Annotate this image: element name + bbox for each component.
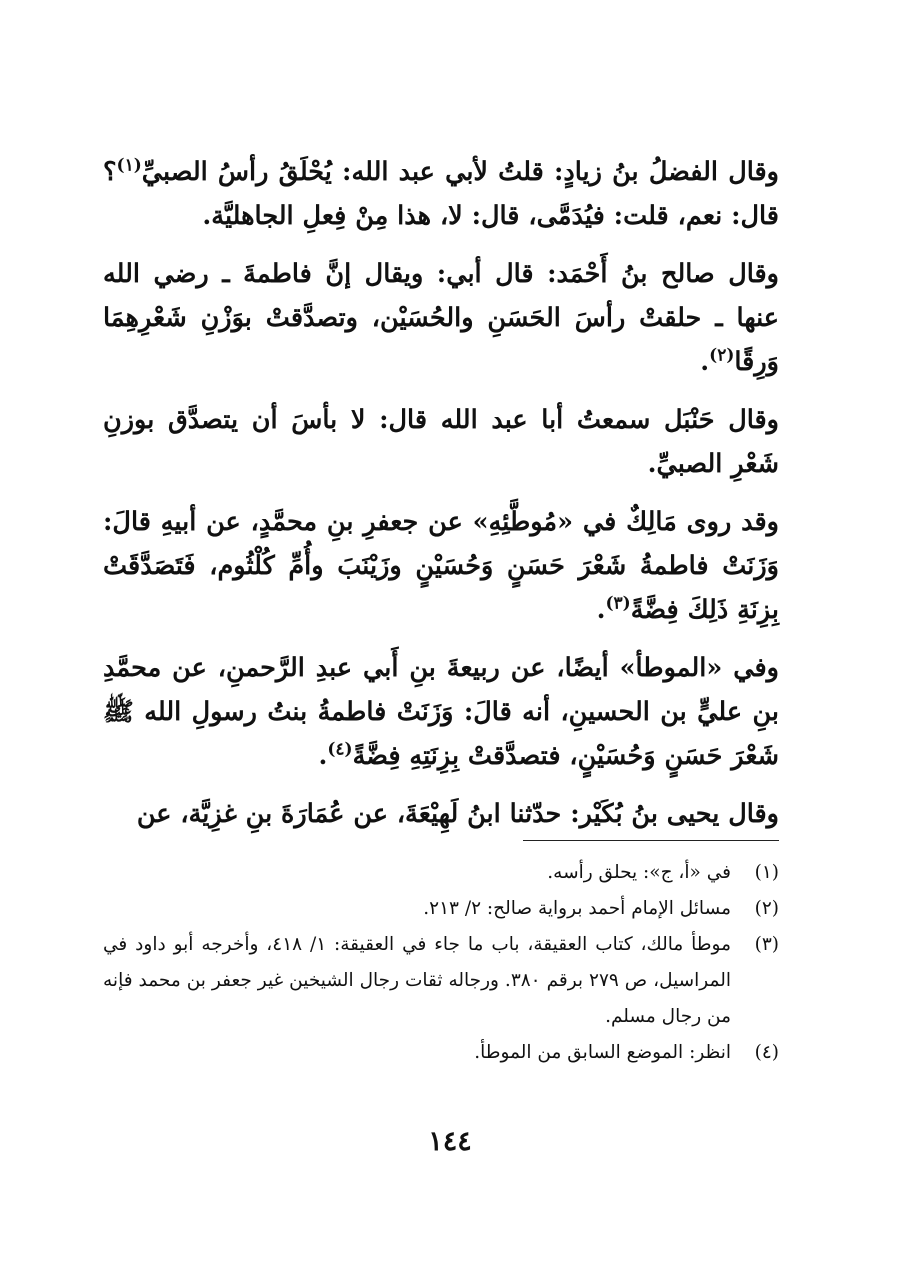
paragraph-tail: .: [318, 741, 328, 771]
footnote-ref: (٢): [709, 345, 735, 366]
paragraph-text: وقال صالح بنُ أَحْمَد: قال أبي: ويقال إنَّ فاطمةَ ـ رضي الله عنها ـ حلقتْ رأسَ الحَسَنِ والحُسَيْن، وتصدَّقتْ بوَزْنِ شَعْرِهِمَا وَرِقًا: [103, 259, 779, 377]
paragraph-3: [103, 398, 779, 486]
footnote-text: انظر: الموضع السابق من الموطأ.: [474, 1042, 731, 1063]
paragraph-1: [103, 150, 779, 238]
page-number: ١٤٤: [428, 1126, 472, 1157]
paragraph-6: [103, 792, 779, 836]
paragraph-text: وقد روى مَالِكٌ في «مُوطَّئِهِ» عن جعفرِ بنِ محمَّدٍ، عن أبيهِ قالَ: وَزَنَتْ فاطمةُ شَعْرَ حَسَنٍ وَحُسَيْنٍ وزَيْنَبَ وأُمِّ كُلْثُوم، فَتَصَدَّقَتْ بِزِنَةِ ذَلِكَ فِضَّةً: [103, 507, 779, 625]
footnote-number: (١): [754, 862, 779, 883]
paragraph-text: وفي «الموطأ» أيضًا، عن ربيعةَ بنِ أَبي عبدِ الرَّحمنِ، عن محمَّدِ بنِ عليٍّ بن الحسينِ، أنه قالَ: وَزَنَتْ فاطمةُ بنتُ رسولِ الله ﷺ شَعْرَ حَسَنٍ وَحُسَيْنٍ، فتصدَّقتْ بِزِنَتِهِ فِضَّةً: [103, 653, 779, 771]
footnote-ref: (١): [116, 155, 142, 176]
main-text: [103, 150, 779, 850]
paragraph-text: وقال حَنْبَل سمعتُ أبا عبد الله قال: لا بأسَ أن يتصدَّق بوزنِ شَعْرِ الصبيِّ.: [103, 405, 779, 479]
paragraph-tail: .: [596, 595, 606, 625]
footnote-4: [103, 1035, 779, 1071]
footnote-number: (٣): [754, 934, 779, 955]
footnote-ref: (٤): [327, 739, 353, 760]
footnote-number: (٤): [754, 1042, 779, 1063]
footnote-text: مسائل الإمام أحمد برواية صالح: ٢/ ٢١٣.: [423, 898, 731, 919]
paragraph-text: وقال الفضلُ بنُ زيادٍ: قلتُ لأبي عبد الله: يُحْلَقُ رأسُ الصبيِّ: [141, 157, 779, 187]
footnote-divider: [523, 840, 779, 841]
paragraph-text: وقال يحيى بنُ بُكَيْر: حدّثنا ابنُ لَهِيْعَةَ، عن عُمَارَةَ بنِ غزِيَّة، عن: [136, 799, 779, 829]
footnote-3: [103, 927, 779, 1035]
footnotes: [103, 855, 779, 1071]
paragraph-2: [103, 252, 779, 384]
footnote-text: في «أ، ج»: يحلق رأسه.: [547, 862, 731, 883]
footnote-ref: (٣): [605, 593, 631, 614]
footnote-2: [103, 891, 779, 927]
footnote-number: (٢): [754, 898, 779, 919]
paragraph-tail: .: [700, 347, 710, 377]
paragraph-tail: ؟ قال: نعم، قلت: فيُدَمَّى، قال: لا، هذا مِنْ فِعلِ الجاهليَّة.: [103, 157, 779, 231]
footnote-text: موطأ مالك، كتاب العقيقة، باب ما جاء في العقيقة: ١/ ٤١٨، وأخرجه أبو داود في المراسيل، ص ٢٧٩ برقم ٣٨٠. ورجاله ثقات رجال الشيخين غير جعفر بن محمد فإنه من رجال مسلم.: [103, 934, 731, 1027]
paragraph-5: [103, 646, 779, 778]
paragraph-4: [103, 500, 779, 632]
footnote-1: [103, 855, 779, 891]
